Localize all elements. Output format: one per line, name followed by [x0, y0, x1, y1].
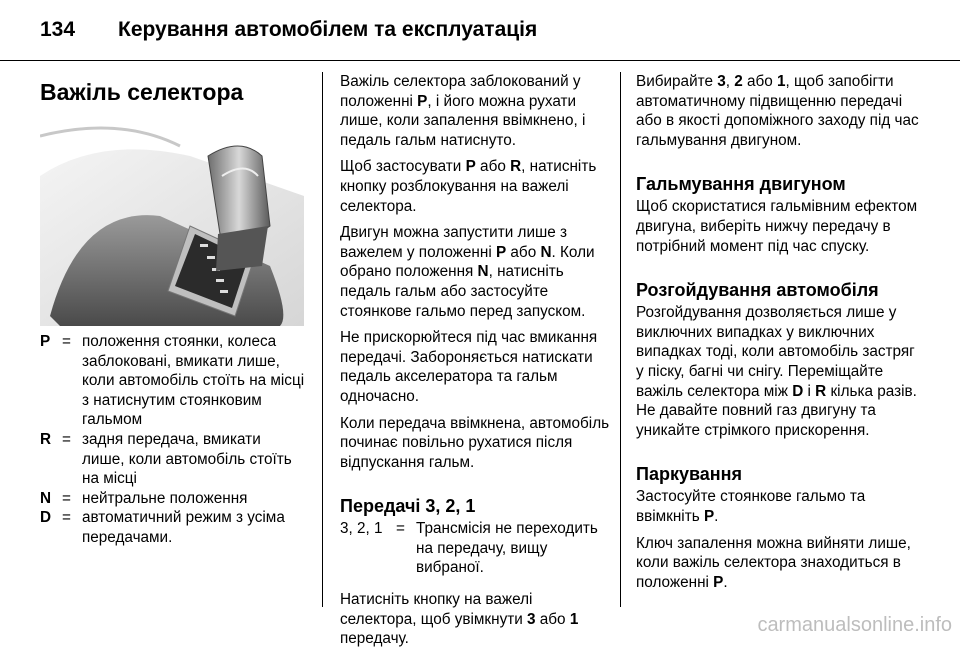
legend-text: автоматичний режим з усіма передачами. [82, 509, 285, 546]
legend-text: задня передача, вмикати лише, коли автомобіль стоїть на місці [82, 430, 292, 488]
legend-row-d [40, 508, 306, 547]
paragraph: Вибирайте 3, 2 або 1, щоб запобігти автоматичному підвищенню передачі або в якості допоміжного заходу під час гальмування двигуном. [636, 73, 919, 149]
paragraph: Коли передача ввімкнена, автомобіль починає повільно рухатися після відпускання гальм. [340, 414, 610, 471]
paragraph: Розгойдування дозволяється лише у виключних випадках у виключних випадках тоді, коли автомобіль застряг у піску, багні чи снігу. Переміщайте важіль селектора між D і R кілька разів. Не давайте повний газ двигуну та уникайте стрімкого прискорення. [636, 304, 917, 439]
column-3 [636, 72, 926, 599]
gear-selector-illustration [40, 116, 304, 326]
legend-key: R [40, 430, 52, 448]
page-header [0, 0, 960, 60]
watermark: carmanualsonline.info [757, 614, 952, 636]
legend-row-n [40, 489, 306, 509]
legend-row-r [40, 430, 306, 489]
gears-eq: = [396, 520, 405, 538]
heading-engine-braking: Гальмування двигуном [636, 174, 846, 195]
paragraph: Щоб застосувати P або R, натисніть кнопку розблокування на важелі селектора. [340, 158, 597, 215]
legend-eq: = [62, 430, 71, 448]
legend-eq: = [62, 489, 71, 507]
legend-key: P [40, 333, 51, 350]
column-divider [322, 72, 323, 607]
column-2 [340, 72, 610, 656]
paragraph: Важіль селектора заблокований у положенні P, і його можна рухати лише, коли запалення ввімкнено, і педаль гальм натиснуто. [340, 73, 586, 149]
gears-key: 3, 2, 1 [340, 520, 383, 538]
paragraph: Натисніть кнопку на важелі селектора, щоб увімкнути 3 або 1 передачу. [340, 591, 579, 648]
legend-eq: = [62, 509, 71, 527]
gear-selector-image [40, 116, 304, 326]
legend-text: нейтральне положення [82, 489, 248, 507]
paragraph: Застосуйте стоянкове гальмо та ввімкніть P. [636, 488, 866, 525]
paragraph: Щоб скористатися гальмівним ефектом двигуна, виберіть нижчу передачу в потрібний момент під час спуску. [636, 198, 918, 255]
heading-rocking: Розгойдування автомобіля [636, 280, 879, 301]
running-title: Керування автомобілем та експлуатація [118, 18, 538, 41]
legend-key: N [40, 489, 52, 507]
page-number: 134 [40, 18, 76, 41]
paragraph: Не прискорюйтеся під час вмикання передачі. Забороняється натискати педаль акселератора та гальм одночасно. [340, 329, 598, 405]
column-1 [40, 72, 306, 548]
column-divider [620, 72, 621, 607]
legend-text: положення стоянки, колеса заблоковані, вмикати лише, коли автомобіль стоїть на місці з натиснутим стоянковим гальмом [82, 333, 305, 429]
gears-definition [340, 519, 610, 578]
heading-parking: Паркування [636, 464, 743, 485]
gears-text: Трансмісія не переходить на передачу, вищу вибраної. [416, 520, 598, 577]
section-title: Важіль селектора [40, 79, 244, 105]
selector-legend [40, 332, 306, 548]
header-rule [0, 60, 960, 61]
paragraph: Двигун можна запустити лише з важелем у положенні P або N. Коли обрано положення N, натисніть педаль гальм або застосуйте стоянкове гальмо перед запуском. [340, 224, 595, 320]
legend-key: D [40, 509, 52, 527]
legend-row-p [40, 332, 306, 430]
paragraph: Ключ запалення можна вийняти лише, коли важіль селектора знаходиться в положенні P. [636, 534, 911, 591]
legend-eq: = [62, 333, 71, 350]
heading-gears: Передачі 3, 2, 1 [340, 496, 476, 517]
